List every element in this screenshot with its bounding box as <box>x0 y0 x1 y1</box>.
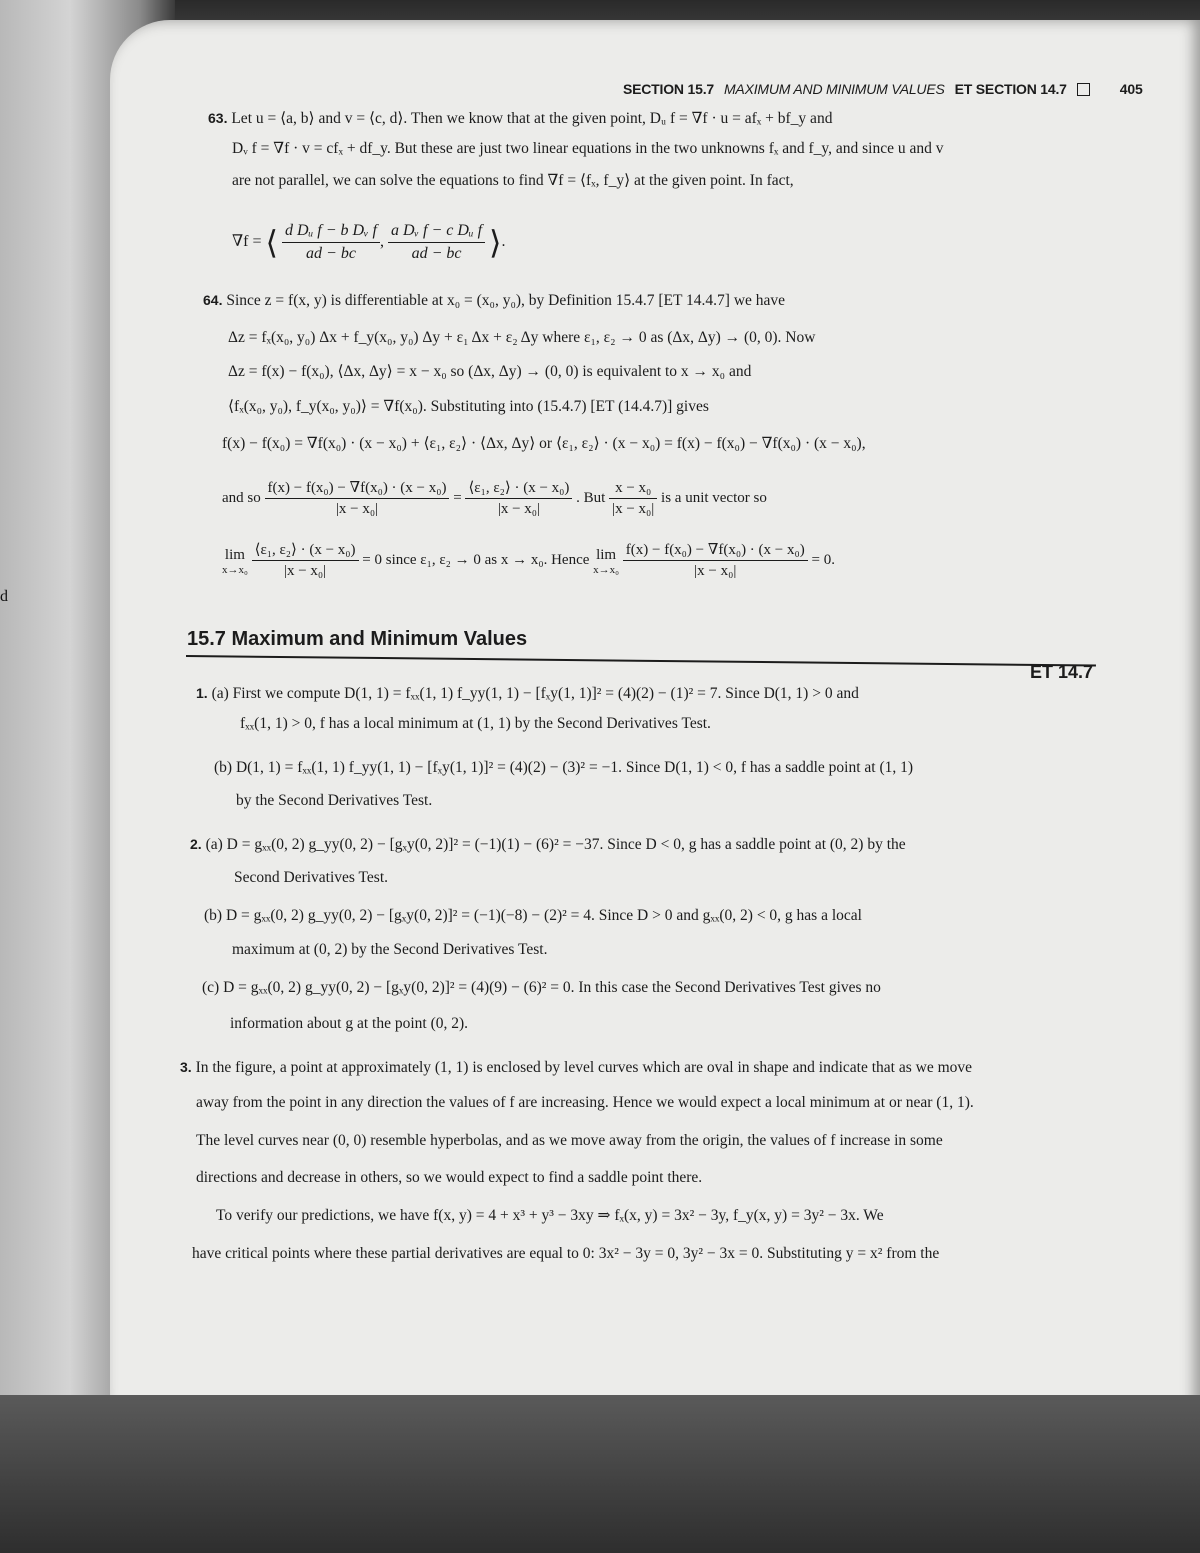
p64-line-1 <box>203 290 785 311</box>
running-header <box>623 78 1163 100</box>
grad-frac-1-denominator: ad − bc <box>306 245 356 262</box>
limit-2-label: lim <box>596 547 617 563</box>
grad-frac-2-numerator: a Dᵥ f − c Dᵤ f <box>388 220 485 243</box>
fraction-e-numerator: f(x) − f(x₀) − ∇f(x₀) · (x − x₀) <box>623 540 808 561</box>
page-number: 405 <box>1119 81 1143 97</box>
unit-vector-text: is a unit vector so <box>661 489 767 506</box>
header-et: ET SECTION 14.7 <box>954 81 1067 97</box>
limit-2 <box>593 545 619 576</box>
p63-line-1 <box>208 108 832 129</box>
since-text: = 0 since ε₁, ε₂ → 0 as x → x₀. Hence <box>362 551 590 568</box>
header-title: MAXIMUM AND MINIMUM VALUES <box>723 81 945 97</box>
fraction-e-denominator: |x − x₀| <box>694 563 737 579</box>
p3-text-1: In the figure, a point at approximately (1, 1) is enclosed by level curves which are oval in shape and indicate that as we move <box>195 1059 973 1076</box>
p63-text-1: Let u = ⟨a, b⟩ and v = ⟨c, d⟩. Then we know that at the given point, Dᵤ f = ∇f · u = afₓ + bf_y and <box>231 110 833 127</box>
p63-line-3: are not parallel, we can solve the equations to find ∇f = ⟨fₓ, f_y⟩ at the given point. In fact, <box>232 172 794 189</box>
fraction-a-denominator: |x − x₀| <box>335 501 379 517</box>
p1-line-a2: fₓₓ(1, 1) > 0, f has a local minimum at (1, 1) by the Second Derivatives Test. <box>240 715 711 732</box>
section-title: 15.7 Maximum and Minimum Values <box>187 628 528 650</box>
limit-2-subscript: x→x₀ <box>593 564 619 576</box>
grad-frac-1-numerator: d Dᵤ f − b Dᵥ f <box>282 220 380 243</box>
p3-line-4: directions and decrease in others, so we would expect to find a saddle point there. <box>196 1169 703 1186</box>
fraction-b <box>465 478 572 519</box>
fraction-c <box>609 478 657 519</box>
right-angle-bracket: ⟩ <box>489 224 502 261</box>
p2-line-b2: maximum at (0, 2) by the Second Derivatives Test. <box>232 941 548 958</box>
p2-line-a2: Second Derivatives Test. <box>234 869 389 886</box>
but-text: . But <box>576 489 606 506</box>
p2-line-b1: (b) D = gₓₓ(0, 2) g_yy(0, 2) − [gₓy(0, 2)]² = (−1)(−8) − (2)² = 4. Since D > 0 and gₓₓ(0, 2) < 0, g has a local <box>204 907 862 924</box>
fraction-e <box>623 540 808 581</box>
p3-line-2: away from the point in any direction the values of f are increasing. Hence we would expect a local minimum at or near (1, 1). <box>196 1094 974 1111</box>
p2-line-c2: information about g at the point (0, 2). <box>230 1015 469 1032</box>
p2-text-a1: (a) D = gₓₓ(0, 2) g_yy(0, 2) − [gₓy(0, 2)]² = (−1)(1) − (6)² = −37. Since D < 0, g has a saddle point at (0, 2) by the <box>205 836 906 853</box>
p3-line-6: have critical points where these partial derivatives are equal to 0: 3x² − 3y = 0, 3y² − 3x = 0. Substituting y = x² from the <box>192 1245 940 1262</box>
p3-line-5: To verify our predictions, we have f(x, y) = 4 + x³ + y³ − 3xy ⇒ fₓ(x, y) = 3x² − 3y, f_y(x, y) = 3y² − 3x. We <box>216 1207 884 1224</box>
limit-1-label: lim <box>224 547 245 563</box>
fraction-d-numerator: ⟨ε₁, ε₂⟩ · (x − x₀) <box>252 540 359 561</box>
p2-line-c1: (c) D = gₓₓ(0, 2) g_yy(0, 2) − [gₓy(0, 2)]² = (4)(9) − (6)² = 0. In this case the Second Derivatives Test gives no <box>202 979 881 996</box>
p64-line-6 <box>222 478 767 519</box>
p3-line-1 <box>180 1057 972 1078</box>
edge-mark: d <box>0 588 8 605</box>
limit-1 <box>222 545 248 576</box>
grad-fraction-2 <box>388 220 485 265</box>
scan-bottom-shadow <box>0 1395 1200 1553</box>
p1-number: 1. <box>196 685 208 701</box>
fraction-a-numerator: f(x) − f(x₀) − ∇f(x₀) · (x − x₀) <box>265 478 450 499</box>
grad-frac-2-denominator: ad − bc <box>411 245 462 262</box>
fraction-c-denominator: |x − x₀| <box>612 501 655 517</box>
limit-1-subscript: x→x₀ <box>222 564 248 576</box>
p63-number: 63. <box>208 110 228 126</box>
p64-line-2: Δz = fₓ(x₀, y₀) Δx + f_y(x₀, y₀) Δy + ε₁ Δx + ε₂ Δy where ε₁, ε₂ → 0 as (Δx, Δy) → (0, 0). Now <box>228 329 816 346</box>
square-icon <box>1077 83 1090 96</box>
p63-line-2: Dᵥ f = ∇f · v = cfₓ + df_y. But these are just two linear equations in the two unknowns fₓ and f_y, and since u and v <box>232 140 944 157</box>
equals-sign: = <box>453 489 462 506</box>
header-section: SECTION 15.7 <box>623 81 714 97</box>
p3-number: 3. <box>180 1059 192 1075</box>
p64-line-3: Δz = f(x) − f(x₀), ⟨Δx, Δy⟩ = x − x₀ so (Δx, Δy) → (0, 0) is equivalent to x → x₀ and <box>228 363 752 380</box>
p64-line-5: f(x) − f(x₀) = ∇f(x₀) · (x − x₀) + ⟨ε₁, ε₂⟩ · ⟨Δx, Δy⟩ or ⟨ε₁, ε₂⟩ · (x − x₀) = f(x) − f(x₀) − ∇f(x₀) · (x − x₀), <box>222 435 866 452</box>
p64-line-4: ⟨fₓ(x₀, y₀), f_y(x₀, y₀)⟩ = ∇f(x₀). Substituting into (15.4.7) [ET (14.4.7)] gives <box>228 398 709 415</box>
fraction-b-denominator: |x − x₀| <box>497 501 541 517</box>
p64-line-7 <box>222 540 835 581</box>
fraction-a <box>265 478 450 519</box>
p64-number: 64. <box>203 292 223 308</box>
p2-number: 2. <box>190 836 202 852</box>
section-et-tag: ET 14.7 <box>1030 662 1094 682</box>
p1-text-a1: (a) First we compute D(1, 1) = fₓₓ(1, 1) f_yy(1, 1) − [fₓy(1, 1)]² = (4)(2) − (1)² = 7. Since D(1, 1) > 0 and <box>211 685 859 702</box>
fraction-b-numerator: ⟨ε₁, ε₂⟩ · (x − x₀) <box>465 478 572 499</box>
grad-label: ∇f = <box>232 233 262 251</box>
grad-fraction-1 <box>282 220 380 265</box>
p2-line-a1 <box>190 834 906 855</box>
p64-text-1: Since z = f(x, y) is differentiable at x₀ = (x₀, y₀), by Definition 15.4.7 [ET 14.4.7] we have <box>226 292 786 309</box>
fraction-c-numerator: x − x₀ <box>609 478 657 499</box>
and-so: and so <box>222 489 261 506</box>
p63-gradient-formula: ∇f = ⟨ $\frac{\text{d Dᵤ f − b Dᵥ f}}{ad - bc}$ , $\frac{\text{a Dᵥ f − c Dᵤ f}}{ad - bc}$ ⟩. <box>232 220 506 265</box>
p1-line-a1 <box>196 683 859 704</box>
fraction-d-denominator: |x − x₀| <box>283 563 327 579</box>
end-text: = 0. <box>811 551 835 568</box>
left-angle-bracket: ⟨ <box>265 224 279 261</box>
p1-line-b2: by the Second Derivatives Test. <box>236 792 433 809</box>
p1-line-b1: (b) D(1, 1) = fₓₓ(1, 1) f_yy(1, 1) − [fₓy(1, 1)]² = (4)(2) − (3)² = −1. Since D(1, 1) < 0, f has a saddle point at (1, 1) <box>214 759 914 776</box>
p3-line-3: The level curves near (0, 0) resemble hyperbolas, and as we move away from the origin, the values of f increase in some <box>196 1132 943 1149</box>
fraction-d <box>252 540 359 581</box>
